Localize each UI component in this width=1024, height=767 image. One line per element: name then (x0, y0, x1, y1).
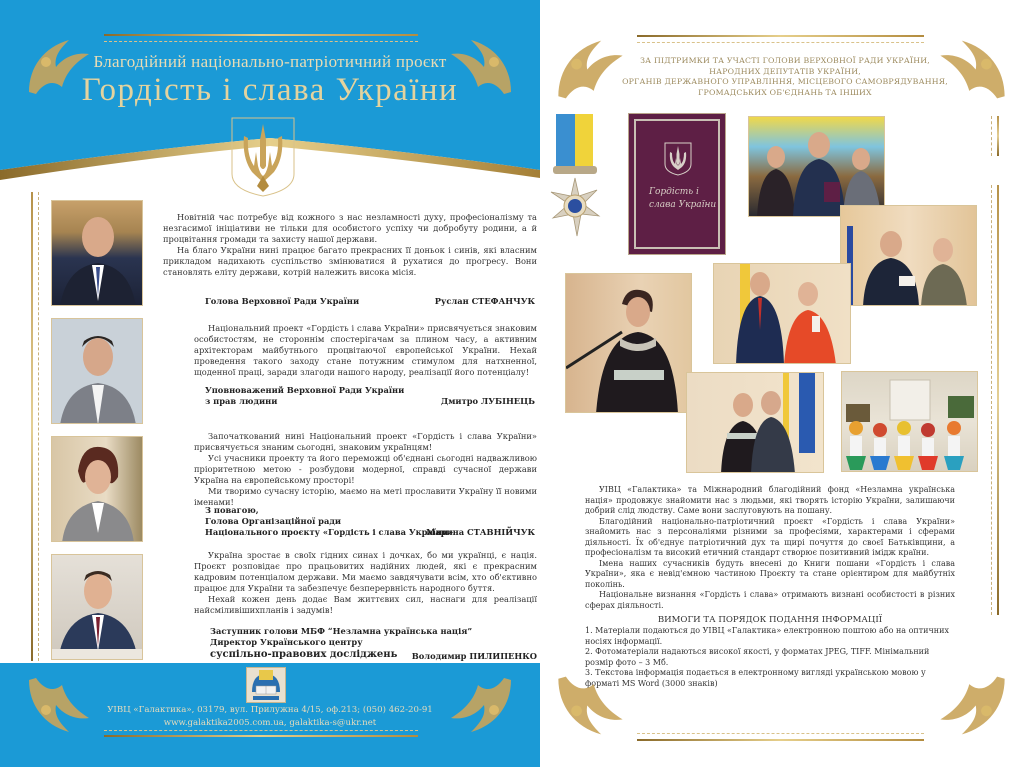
right-header-gold-rule (637, 35, 924, 37)
photo-award-presentation-3 (713, 263, 851, 364)
paragraph: УІВЦ «Галактика» та Міжнародний благодійний фонд «Незламна українська нація» продовжує знайомити нас з людьми, які творять історію України, залишаючи добрий слід людству. Саме вони заслуговують на пошану. (585, 485, 955, 515)
paragraph: Нехай кожен день додає Вам життєвих сил, наснаги для реалізації найсміливішихпланів і задумів! (194, 594, 537, 615)
paragraph: Імена наших сучасників будуть внесені до Книги пошани «Гордість і слава України», яка є невід'ємною частиною Проєкту та стане орієнтиром для майбутніх поколінь. (585, 558, 955, 589)
section-4-text (194, 550, 537, 616)
photo-award-ceremony-1 (748, 116, 885, 217)
paragraph: Новітній час потребує від кожного з нас незламності духу, професіоналізму та незгасимої ініціативи не тільки для особистого успіху чи добробуту родини, а й процвітання громади та захисту нашої держави. (163, 212, 537, 244)
paragraph: Україна зростає в своїх гідних синах і дочках, бо ми українці, є нація. Проєкт розповідає про працьовитих надійних людей, які є прекрасним кадровим потенціалом держави. Ми маємо завдячувати всім, хто об'єктивно працює для України та забезпечує безперервність народного буття. (194, 550, 537, 593)
footer-address: УІВЦ «Галактика», 03179, вул. Прилужна 4/15, оф.213; (050) 462-20-91 (107, 705, 433, 715)
book-cover-image (628, 113, 726, 255)
requirements-list (585, 626, 955, 689)
paragraph: На благо України нині працює багато прекрасних її доньок і синів, які власним прикладом надихають суспільство змінюватися й рухатися до прогресу. Вони становлять еліту держави, котрій належить висока місія. (163, 245, 537, 277)
requirement-item: 3. Текстова інформація подається в електронному вигляді українською мовою у форматі MS Word (3000 знаків) (585, 668, 926, 688)
portrait-stefanchuk (51, 200, 143, 306)
paragraph: Національний проект «Гордість і слава України» присвячується знаковим особистостям, не стороннім спостерігачам за плином часу, а активним архітекторам майбутнього процвітаючої європейської України. Нехай проведення такого заходу стане потужним стимулом для натхненної, щоденної праці, заради злагоди нашого народу, реалізації його потенціалу! (194, 323, 537, 377)
left-vertical-dashed-rule (38, 192, 39, 661)
signature-title: З повагою, Голова Організаційної ради Національного проєкту «Гордість і слава України» (205, 505, 454, 537)
signature-title: Голова Верховної Ради України (205, 296, 360, 306)
right-page (545, 0, 1024, 767)
right-vertical-gold-rule (997, 116, 999, 156)
section-3-text (194, 431, 537, 508)
portrait-stavniychuk (51, 436, 143, 542)
signature-name: Марина СТАВНІЙЧУК (426, 527, 535, 537)
project-subtitle: Благодійний національно-патріотичний проєкт (93, 52, 447, 71)
corner-ornament-icon (553, 668, 628, 743)
right-vertical-dashed-rule (991, 116, 992, 156)
signature-name: Володимир ПИЛИПЕНКО (411, 651, 537, 661)
requirement-item: 1. Матеріали подаються до УІВЦ «Галактика» електронною поштою або на оптичних носіях інформації. (585, 626, 949, 646)
signature-name: Руслан СТЕФАНЧУК (434, 296, 535, 306)
trident-icon (664, 142, 692, 176)
right-vertical-gold-rule (997, 185, 999, 615)
photo-children-in-folk-costumes (841, 371, 978, 472)
medal-image (545, 112, 607, 252)
photo-award-presentation-4 (686, 372, 824, 473)
signature-name: Дмитро ЛУБІНЕЦЬ (440, 396, 535, 406)
photo-award-ceremony-2 (840, 205, 977, 306)
requirement-item: 2. Фотоматеріали надаються високої якості, у форматах JPEG, TIFF. Мінімальний розмір фото – 3 Мб. (585, 647, 930, 667)
signature-title: Уповноважений Верховної Ради України з прав людини (205, 385, 405, 406)
footer-contacts[interactable]: www.galaktika2005.com.ua, galaktika-s@ukr.net (163, 718, 377, 728)
section-1-text (163, 212, 537, 278)
right-footer-dashed-rule (637, 733, 924, 734)
paragraph: Благодійний національно-патріотичний проєкт «Гордість і слава України» знайомить нас з персоналіями різними за професіями, характерами і сферами діяльності. Їх об'єднує патріотичний дух та щирі почуття до своєї Батьківщини, а професіоналізм та високий етичний стандарт створює позитивний імідж країни. (585, 516, 955, 557)
header-gold-rule (104, 34, 418, 36)
header-dashed-rule (104, 41, 418, 42)
trident-coat-of-arms-icon (230, 116, 296, 198)
corner-ornament-icon (935, 668, 1010, 743)
requirements-title: ВИМОГИ ТА ПОРЯДОК ПОДАННЯ ІНФОРМАЦІЇ (657, 615, 883, 625)
right-footer-gold-rule (637, 739, 924, 741)
right-page-header: ЗА ПІДТРИМКИ ТА УЧАСТІ ГОЛОВИ ВЕРХОВНОЇ РАДИ УКРАЇНИ, НАРОДНИХ ДЕПУТАТІВ УКРАЇНИ, ОРГАНІВ ДЕРЖАВНОГО УПРАВЛІННЯ, МІСЦЕВОГО САМОВРЯДУВАННЯ, ГРОМАДСЬКИХ ОБ'ЄДНАНЬ ТА ІНШИХ (622, 56, 948, 97)
paragraph: Започаткований нині Національний проект «Гордість і слава України» присвячується знаним сьогодні, знаковим українцям! (194, 431, 537, 452)
photo-speaker-at-microphone (565, 273, 692, 413)
paragraph: Усі учасники проекту та його переможці об'єднані сьогодні надважливою пріоритетною метою - розбудови модерної, справді сучасної держави Україна на європейському просторі! (194, 453, 537, 485)
galaktika-logo (246, 667, 286, 703)
left-vertical-gold-rule (31, 192, 33, 661)
signature-title: Заступник голови МБФ “Незламна українська нація” Директор Українського центру суспільно-правових досліджень (210, 626, 473, 660)
footer-gold-rule (104, 735, 418, 737)
paragraph: Ми творимо сучасну історію, маємо на меті прославити Україну її новими іменами! (194, 486, 537, 507)
footer-dashed-rule (104, 730, 418, 731)
portrait-lubinets (51, 318, 143, 424)
portrait-pylypenko (51, 554, 143, 660)
globe-book-icon (247, 668, 285, 702)
paragraph: Національне визнання «Гордість і слава» отримають визнані особистості в різних сферах діяльності. (585, 590, 955, 610)
book-cover-title: Гордість і слава України (649, 187, 717, 210)
section-2-text (194, 323, 537, 378)
project-title: Гордість і слава України (81, 72, 459, 108)
right-header-dashed-rule (637, 42, 924, 43)
right-vertical-dashed-rule (991, 185, 992, 615)
right-page-body (585, 485, 955, 611)
